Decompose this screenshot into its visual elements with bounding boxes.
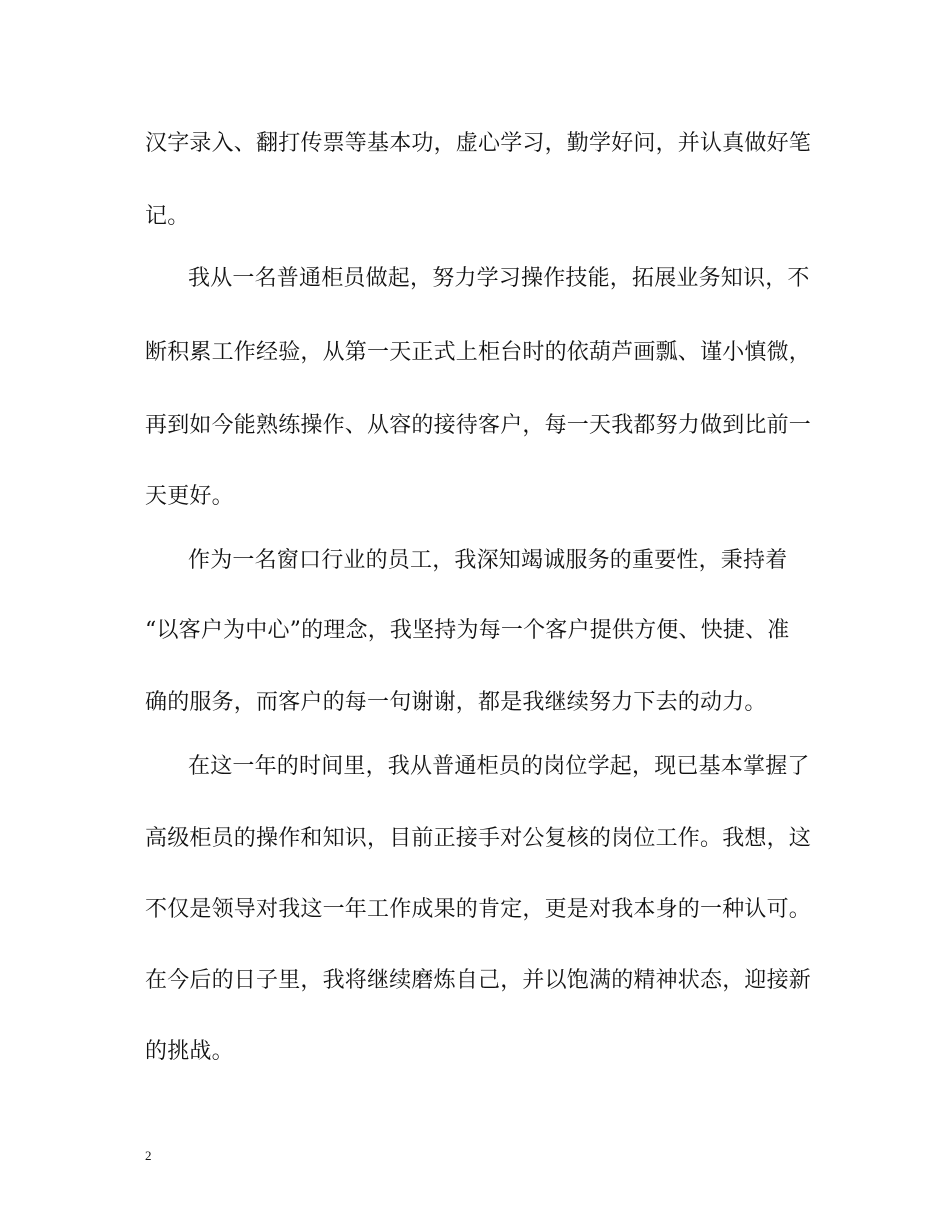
text-line: 断积累工作经验，从第一天正式上柜台时的依葫芦画瓢、谨小慎微， xyxy=(145,340,812,365)
text-line: 确的服务，而客户的每一句谢谢，都是我继续努力下去的动力。 xyxy=(145,690,767,715)
text-line: 的挑战。 xyxy=(145,1039,234,1064)
text-line: 记。 xyxy=(145,204,190,229)
text-line: 在今后的日子里，我将继续磨炼自己，并以饱满的精神状态，迎接新 xyxy=(145,968,812,993)
paragraph-first-line: 在这一年的时间里，我从普通柜员的岗位学起，现已基本掌握了 xyxy=(188,754,810,779)
text-line: 再到如今能熟练操作、从容的接待客户，每一天我都努力做到比前一 xyxy=(145,413,812,438)
paragraph-first-line: 我从一名普通柜员做起，努力学习操作技能，拓展业务知识，不 xyxy=(188,266,810,291)
text-line: 高级柜员的操作和知识，目前正接手对公复核的岗位工作。我想，这 xyxy=(145,826,812,851)
text-line: 天更好。 xyxy=(145,484,234,509)
text-line: “以客户为中心”的理念，我坚持为每一个客户提供方便、快捷、准 xyxy=(145,618,790,643)
paragraph-first-line: 作为一名窗口行业的员工，我深知竭诚服务的重要性，秉持着 xyxy=(188,548,788,573)
text-line: 不仅是领导对我这一年工作成果的肯定，更是对我本身的一种认可。 xyxy=(145,897,812,922)
page-number: 2 xyxy=(145,1148,152,1163)
text-line: 汉字录入、翻打传票等基本功，虚心学习，勤学好问，并认真做好笔 xyxy=(145,131,812,156)
